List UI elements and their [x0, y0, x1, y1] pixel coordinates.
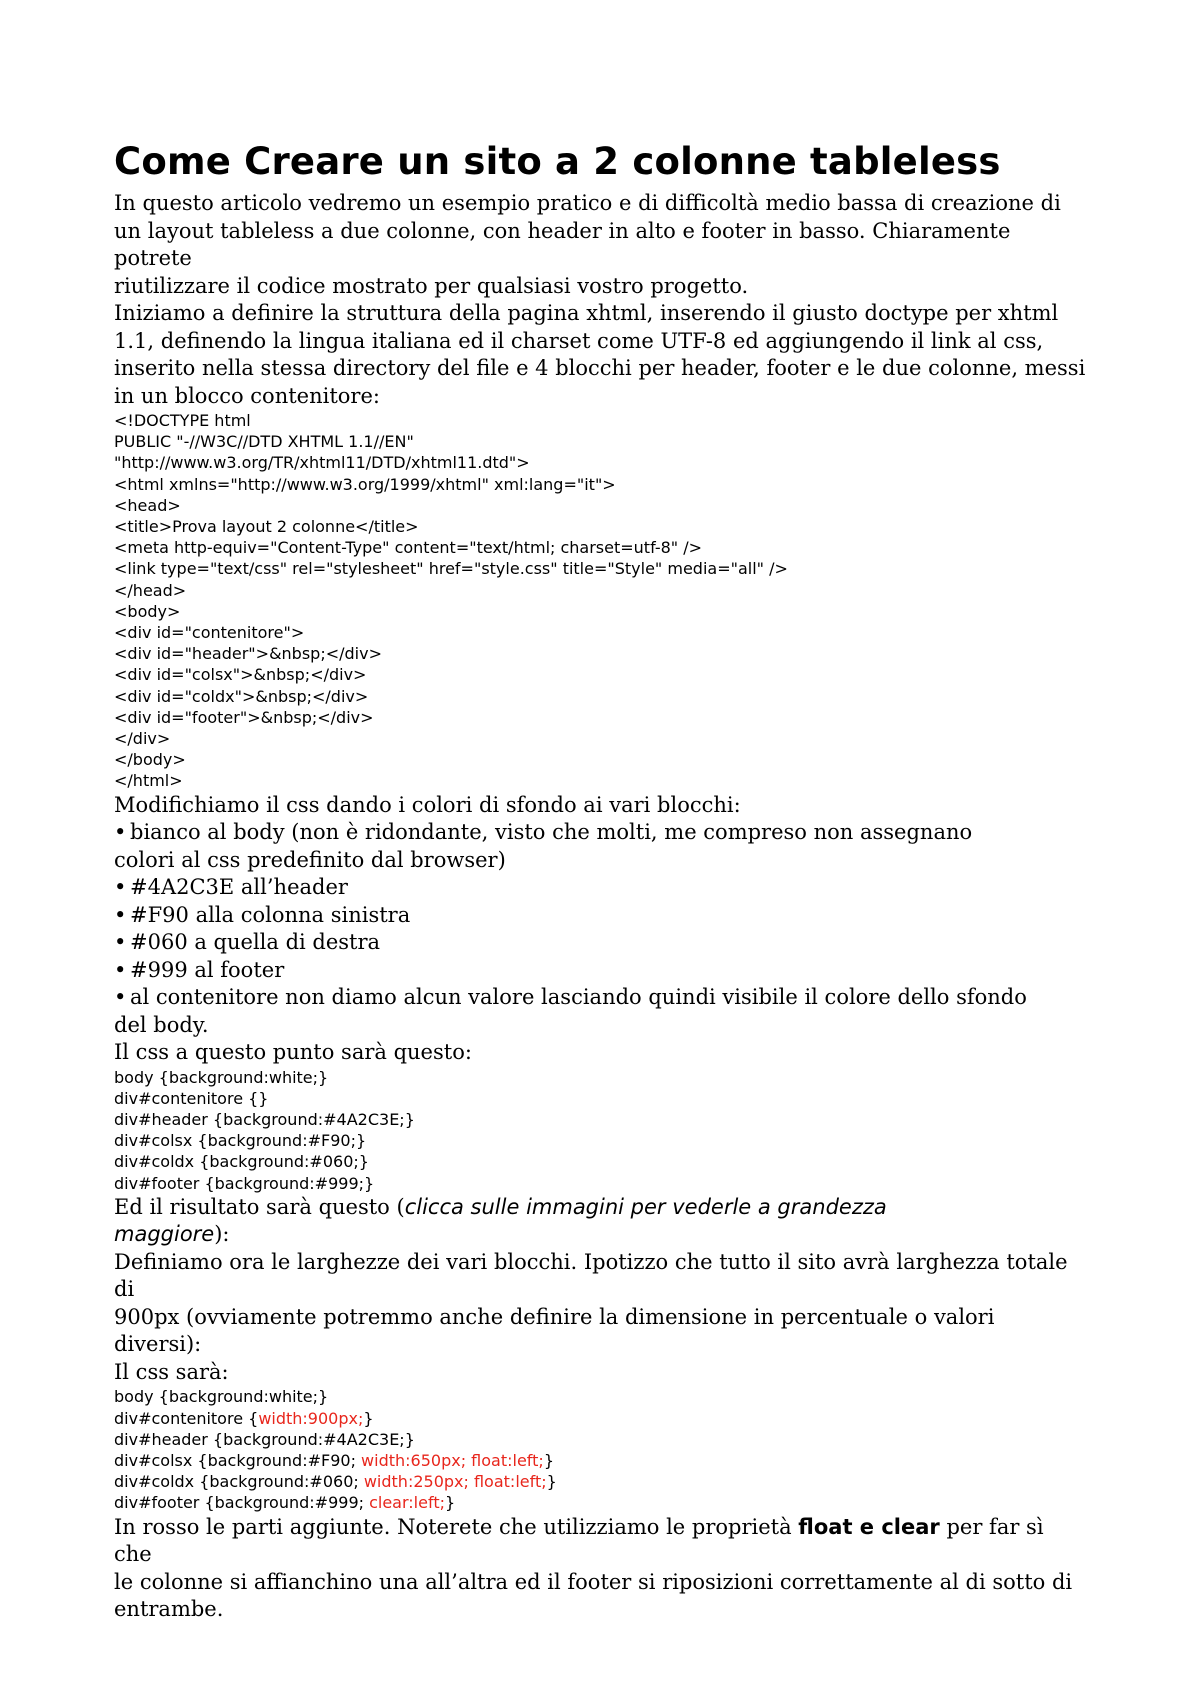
intro-line: in un blocco contenitore:	[114, 383, 380, 408]
bullet-glyph: •	[114, 930, 127, 955]
code-line: </html>	[114, 771, 183, 791]
code-line: </head>	[114, 580, 187, 600]
closing-line: In rosso le parti aggiunte. Noterete che utilizziamo le proprietà float e clear per far sì	[114, 1514, 1044, 1539]
css1-intro: Il css a questo punto sarà questo:	[114, 1040, 472, 1065]
intro-line: 1.1, definendo la lingua italiana ed il charset come UTF-8 ed aggiungendo il link al css,	[114, 328, 1044, 353]
list-item: • al contenitore non diamo alcun valore lasciando quindi visibile il colore dello sfondo	[114, 984, 1094, 1012]
widths-line: 900px (ovviamente potremmo anche definire la dimensione in percentuale o valori	[114, 1304, 995, 1329]
widths-line: Definiamo ora le larghezze dei vari blocchi. Ipotizzo che tutto il sito avrà larghezza totale di	[114, 1249, 1068, 1302]
code-line: <title>Prova layout 2 colonne</title>	[114, 517, 419, 537]
css2-intro: Il css sarà:	[114, 1359, 229, 1384]
result-line: maggiore):	[114, 1222, 230, 1247]
colors-intro: Modifichiamo il css dando i colori di sfondo ai vari blocchi:	[114, 792, 741, 817]
bullet-glyph: •	[114, 820, 127, 845]
code-line: <div id="coldx">&nbsp;</div>	[114, 686, 369, 706]
list-item: • #4A2C3E all’header	[114, 874, 1094, 902]
intro-line: un layout tableless a due colonne, con header in alto e footer in basso. Chiaramente potrete	[114, 218, 1011, 270]
code-line: div#colsx {background:#F90;}	[114, 1131, 367, 1151]
closing-line: che	[114, 1542, 152, 1567]
intro-line: riutilizzare il codice mostrato per qualsiasi vostro progetto.	[114, 273, 749, 298]
css-code-block-2	[114, 1386, 1094, 1513]
added-code: width:650px; float:left;	[361, 1450, 544, 1470]
code-line: div#footer {background:#999; clear:left;}	[114, 1493, 456, 1513]
code-line: div#coldx {background:#060;}	[114, 1152, 369, 1172]
code-line: body {background:white;}	[114, 1387, 329, 1407]
list-item-continuation: del body.	[114, 1012, 209, 1037]
intro-line: inserito nella stessa directory del file e 4 blocchi per header, footer e le due colonne, messi	[114, 356, 1086, 380]
code-line: <html xmlns="http://www.w3.org/1999/xhtml" xml:lang="it">	[114, 474, 616, 494]
code-line: body {background:white;}	[114, 1067, 329, 1087]
code-line: </body>	[114, 750, 186, 770]
code-line: </div>	[114, 729, 171, 749]
code-line: <meta http-equiv="Content-Type" content="text/html; charset=utf-8" />	[114, 538, 703, 558]
css-code-block-1	[114, 1067, 1094, 1194]
code-line: div#coldx {background:#060; width:250px; float:left;}	[114, 1472, 557, 1492]
code-line: div#colsx {background:#F90; width:650px; float:left;}	[114, 1450, 555, 1470]
page-title: Come Creare un sito a 2 colonne tableless	[114, 140, 1001, 183]
intro-line: Iniziamo a definire la struttura della pagina xhtml, inserendo il giusto doctype per xhtml	[114, 301, 1059, 325]
bullet-glyph: •	[114, 957, 127, 982]
code-line: <div id="colsx">&nbsp;</div>	[114, 665, 367, 685]
code-line: div#header {background:#4A2C3E;}	[114, 1110, 415, 1130]
code-line: <div id="footer">&nbsp;</div>	[114, 707, 374, 727]
code-line: <body>	[114, 601, 181, 621]
result-paragraph	[114, 1194, 1094, 1249]
closing-paragraph	[114, 1514, 1094, 1624]
widths-paragraph	[114, 1249, 1094, 1359]
code-line: <head>	[114, 495, 181, 515]
code-line: <!DOCTYPE html	[114, 411, 251, 430]
color-bullet-list	[114, 819, 1094, 1039]
intro-paragraph	[114, 190, 1094, 410]
html-code-block	[114, 410, 1094, 792]
list-item: • #F90 alla colonna sinistra	[114, 902, 1094, 930]
result-line: Ed il risultato sarà questo (clicca sulle immagini per vederle a grandezza	[114, 1194, 887, 1219]
image-hint: maggiore	[114, 1222, 215, 1247]
added-code: clear:left;	[369, 1493, 445, 1513]
code-line: div#contenitore {}	[114, 1088, 269, 1108]
code-line: <link type="text/css" rel="stylesheet" href="style.css" title="Style" media="all" />	[114, 559, 788, 579]
list-item: • #060 a quella di destra	[114, 929, 1094, 957]
added-code: width:900px;	[258, 1408, 364, 1428]
list-item: • bianco al body (non è ridondante, visto che molti, me compreso non assegnano	[114, 819, 1094, 847]
bullet-glyph: •	[114, 985, 127, 1010]
bullet-glyph: •	[114, 902, 127, 927]
added-code: width:250px; float:left;	[363, 1472, 547, 1492]
widths-line: diversi):	[114, 1332, 202, 1357]
code-line: div#header {background:#4A2C3E;}	[114, 1429, 415, 1449]
keyword-emphasis: float e clear	[798, 1514, 940, 1539]
closing-line: entrambe.	[114, 1597, 224, 1622]
code-line: <div id="contenitore">	[114, 623, 305, 643]
intro-line: In questo articolo vedremo un esempio pratico e di difficoltà medio bassa di creazione di	[114, 191, 1061, 215]
code-line: div#contenitore {width:900px;}	[114, 1408, 374, 1428]
closing-line: le colonne si affianchino una all’altra ed il footer si riposizioni correttamente al di sotto di	[114, 1569, 1073, 1594]
list-item: • #999 al footer	[114, 957, 1094, 985]
bullet-glyph: •	[114, 875, 127, 900]
document-page	[114, 140, 1094, 1624]
image-hint: clicca sulle immagini per vederle a grandezza	[404, 1194, 887, 1219]
code-line: "http://www.w3.org/TR/xhtml11/DTD/xhtml11.dtd">	[114, 453, 530, 473]
code-line: div#footer {background:#999;}	[114, 1173, 375, 1193]
code-line: <div id="header">&nbsp;</div>	[114, 644, 382, 664]
code-line: PUBLIC "-//W3C//DTD XHTML 1.1//EN"	[114, 432, 414, 452]
list-item-continuation: colori al css predefinito dal browser)	[114, 847, 506, 872]
